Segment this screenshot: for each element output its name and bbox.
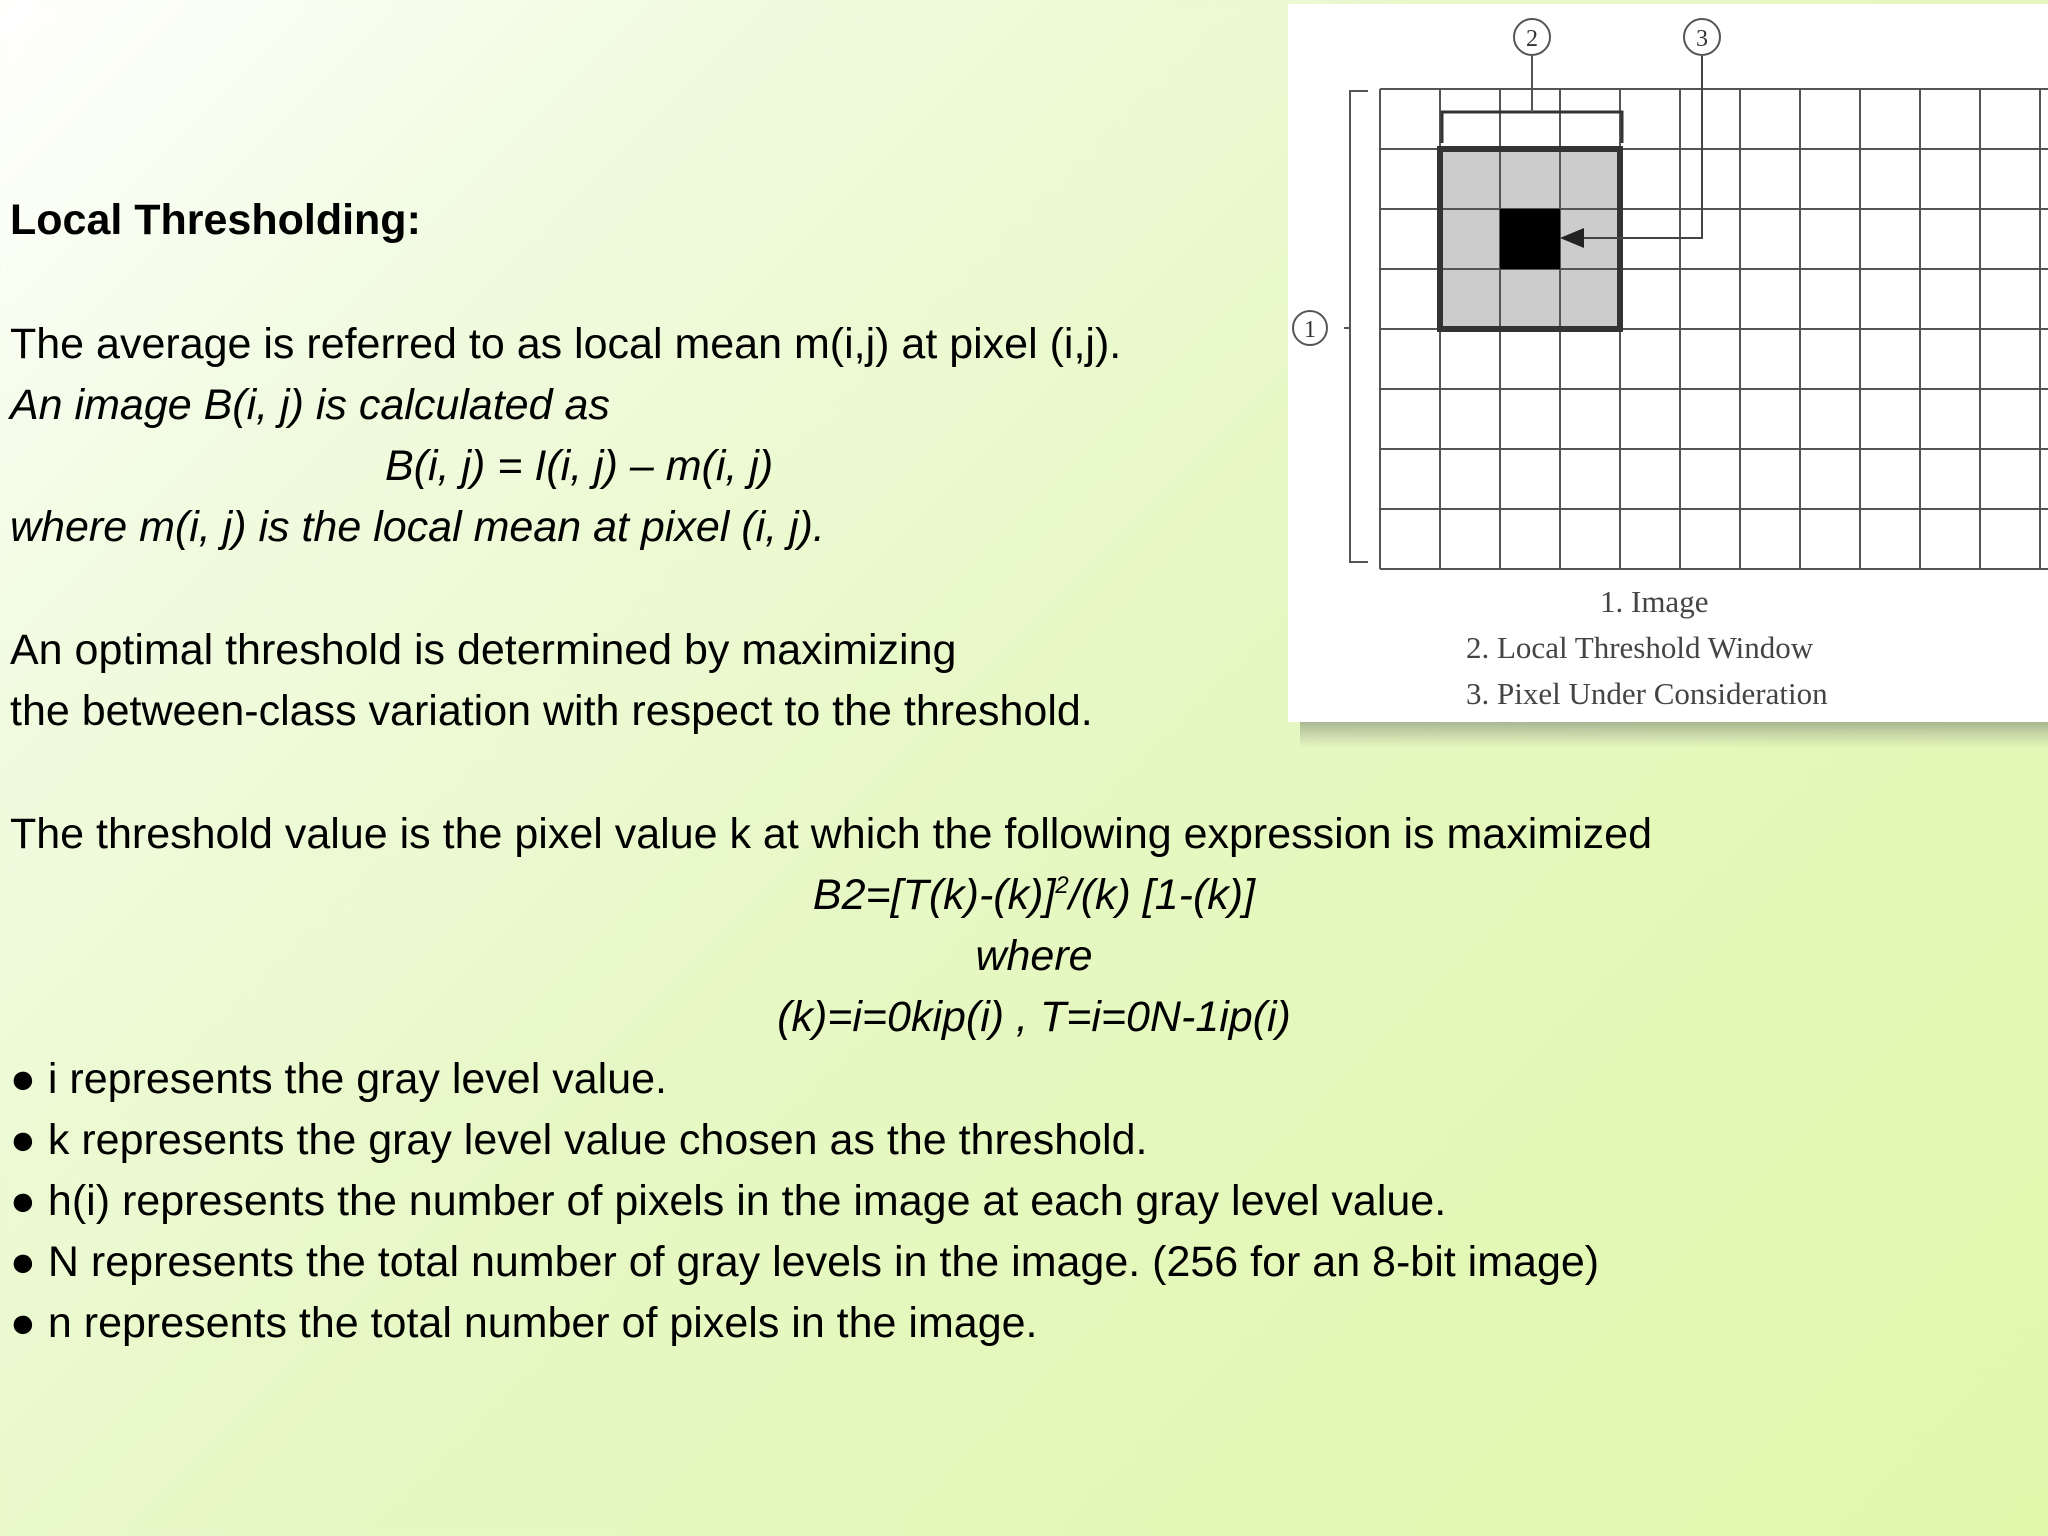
- formula-b2: [0, 865, 2048, 926]
- formula-b: B(i, j) = I(i, j) – m(i, j): [385, 442, 774, 490]
- legend-item-pixel: 3. Pixel Under Consideration: [1466, 676, 1828, 711]
- bullet-item: ● h(i) represents the number of pixels in the image at each gray level value.: [10, 1177, 1447, 1225]
- paragraph-image-calc: An image B(i, j) is calculated as: [10, 381, 610, 429]
- window-bracket: [1442, 112, 1622, 143]
- paragraph-optimal-1: An optimal threshold is determined by maximizing: [10, 626, 957, 674]
- paragraph-optimal-2: the between-class variation with respect to the threshold.: [10, 687, 1093, 735]
- marker-2-label: 2: [1526, 26, 1538, 52]
- bullet-item: ● N represents the total number of gray levels in the image. (256 for an 8-bit image): [10, 1238, 1600, 1286]
- formula-sums: (k)=i=0kip(i) , T=i=0N-1ip(i): [777, 993, 1291, 1041]
- threshold-window-figure: [1288, 4, 2048, 722]
- pixel-under-consideration: [1500, 209, 1560, 269]
- legend-item-window: 2. Local Threshold Window: [1466, 630, 1814, 665]
- marker-3-label: 3: [1696, 26, 1708, 52]
- marker-1-label: 1: [1304, 317, 1316, 343]
- image-bracket: [1350, 91, 1368, 562]
- formula-b2-main: B2=[T(k)-(k)]: [812, 871, 1056, 919]
- bullet-item: ● n represents the total number of pixels in the image.: [10, 1299, 1038, 1347]
- paragraph-local-mean: The average is referred to as local mean m(i,j) at pixel (i,j).: [10, 320, 1122, 368]
- legend-item-image: 1. Image: [1600, 584, 1709, 619]
- paragraph-threshold-value: The threshold value is the pixel value k at which the following expression is maximized: [10, 810, 1652, 858]
- formula-where: where: [975, 932, 1093, 980]
- figure-shadow: [1300, 722, 2048, 748]
- formula-b2-exponent: 2: [1055, 872, 1069, 899]
- bullet-item: ● k represents the gray level value chosen as the threshold.: [10, 1116, 1148, 1164]
- paragraph-where-mean: where m(i, j) is the local mean at pixel (i, j).: [10, 503, 825, 551]
- heading: Local Thresholding:: [10, 196, 421, 244]
- bullet-item: ● i represents the gray level value.: [10, 1055, 667, 1103]
- formula-b2-rest: /(k) [1-(k)]: [1068, 871, 1256, 919]
